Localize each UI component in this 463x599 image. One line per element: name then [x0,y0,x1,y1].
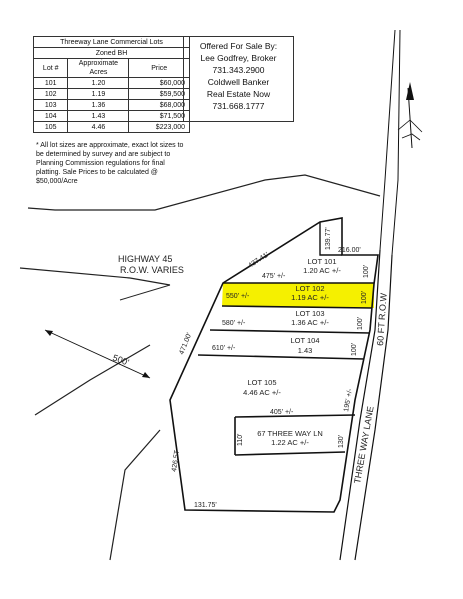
table-row [34,111,190,122]
dim-100-lot103: 100' [357,316,364,330]
dim-426: 426.5T [171,449,182,473]
row-lot: 105 [34,122,68,133]
lot-101-name: LOT 101 [307,257,337,266]
dim-471: 471.00' [178,332,194,356]
lot-line-103-104 [210,330,370,333]
lot-line-67-south [235,452,345,455]
highway-name-label: HIGHWAY 45 [118,254,173,264]
table-row [34,89,190,100]
highway-edge-lower [110,430,160,560]
lot-101-area: 1.20 AC +/- [303,266,341,275]
dim-100-lot104: 100' [351,342,358,356]
dim-131: 131.75' [194,502,217,509]
table-header-acres: Approximate Acres [68,59,129,78]
road-row-label: 60 FT R.O.W [375,292,389,347]
dim-610: 610' +/- [212,345,236,352]
table-note: * All lot sizes are approximate, exact lot sizes to be determined by survey and are subject to Planning Commission regulations for final platting. Sale Prices to be calculated @ $50,000/Acre [36,142,184,185]
row-lot: 103 [34,100,68,111]
table-header-price: Price [129,59,190,78]
table-header-lot: Lot # [34,59,68,78]
lot-line-105-67 [235,415,355,417]
road-name-label: THREE WAY LANE [352,405,376,485]
sale-contact-box [183,36,294,122]
broker-phone: 731.343.2900 [212,65,265,75]
table-title: Threeway Lane Commercial Lots [34,37,190,48]
lot-line-104-105 [198,355,364,359]
row-acres: 1.19 [68,89,129,100]
dim-500: 500' [111,352,131,368]
lot-104-area: 1.43 [297,346,313,355]
dim-110: 110' [237,433,244,446]
table-zoning: Zoned BH [34,48,190,59]
dim-100-lot102: 100' [361,290,368,304]
lot-103-name: LOT 103 [295,309,325,318]
dim-130: 130' [338,434,345,448]
row-price: $68,000 [129,100,190,111]
dim-475: 475' +/- [262,273,286,280]
table-row [34,122,190,133]
agency-name-2: Real Estate Now [206,89,271,99]
sale-heading: Offered For Sale By: [199,41,278,51]
lot-104-name: LOT 104 [290,336,320,345]
row-lot: 102 [34,89,68,100]
agency-name: Coldwell Banker [207,77,270,87]
dim-437: 437.41' [247,251,271,270]
lot-67-area: 1.22 AC +/- [271,438,309,447]
lot-103-area: 1.36 AC +/- [291,318,329,327]
property-boundary [170,218,378,512]
lot-67-name: 67 THREE WAY LN [257,429,323,438]
row-price: $223,000 [129,122,190,133]
agency-phone: 731.668.1777 [212,101,265,111]
highway-edge-join [120,285,170,300]
lot-105-area: 4.46 AC +/- [243,388,281,397]
row-lot: 101 [34,78,68,89]
row-lot: 104 [34,111,68,122]
row-price: $71,500 [129,111,190,122]
dim-216: 216.00' [338,247,361,254]
row-price: $60,000 [129,78,190,89]
lot-105-name: LOT 105 [247,378,277,387]
lots-table [33,36,190,133]
table-row [34,78,190,89]
lot-102-area: 1.19 AC +/- [291,293,329,302]
highway-row-label: R.O.W. VARIES [120,265,184,275]
lot-102-name: LOT 102 [295,284,325,293]
dim-195: 195' +/- [343,388,355,413]
dim-100-lot101: 100' [363,264,370,278]
arrow-head-left-icon [45,330,53,336]
dim-139: 139.77' [325,227,332,250]
row-acres: 1.36 [68,100,129,111]
dim-550: 550' +/- [226,293,250,300]
highway-edge-left-lower [35,345,150,415]
row-acres: 1.20 [68,78,129,89]
dim-580: 580' +/- [222,320,246,327]
row-price: $59,500 [129,89,190,100]
row-acres: 4.46 [68,122,129,133]
broker-name: Lee Godfrey, Broker [200,53,277,63]
north-arrow-icon [398,82,422,148]
dim-405: 405' +/- [270,409,294,416]
road-upper-west [380,30,395,250]
table-row [34,100,190,111]
row-acres: 1.43 [68,111,129,122]
